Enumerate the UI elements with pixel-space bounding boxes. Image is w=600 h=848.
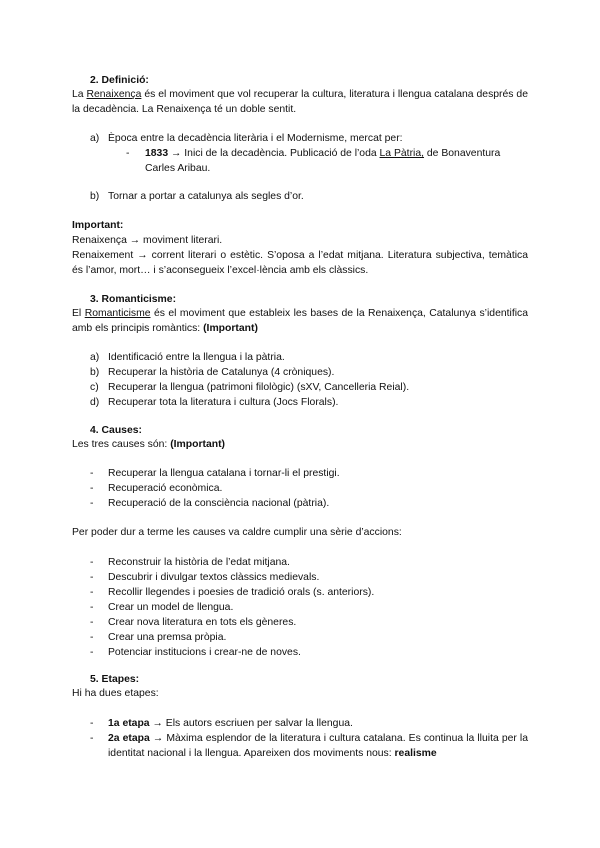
intro-post: és el moviment que vol recuperar la cultura, literatura i llengua catalana després de la decadència. La Renaixença té un doble sentit. — [72, 89, 528, 115]
s3-intro-pre: El — [72, 308, 85, 319]
list-marker-a: a) — [90, 133, 100, 144]
intro-pre: La — [72, 89, 87, 100]
important-tag: (Important) — [170, 439, 226, 450]
stage-1-text: → Els autors escriuen per salvar la llengua. — [149, 718, 353, 729]
list-text: Recuperar la història de Catalunya (4 cròniques). — [108, 367, 335, 378]
list-text: Recuperar la llengua (patrimoni filològic) (sXV, Cancelleria Reial). — [108, 382, 410, 393]
list-text: Crear un model de llengua. — [108, 602, 234, 613]
list-marker: - — [90, 602, 94, 613]
stage-2-label: 2a etapa — [108, 733, 150, 744]
section-3-heading: 3. Romanticisme: — [90, 294, 177, 305]
stage-1-label: 1a etapa — [108, 718, 150, 729]
romanticisme-term: Romanticisme — [84, 308, 151, 319]
list-marker: - — [90, 587, 94, 598]
list-item-b: Tornar a portar a catalunya als segles d’or. — [108, 191, 304, 202]
list-text: Recuperació econòmica. — [108, 483, 223, 494]
stage-2-marker: - — [90, 733, 94, 744]
list-marker: - — [90, 468, 94, 479]
list-text: Recollir llegendes i poesies de tradició orals (s. anteriors). — [108, 587, 375, 598]
list-item-a: Època entre la decadència literària i el Modernisme, mercat per: — [108, 133, 403, 144]
list-marker-b: b) — [90, 191, 100, 202]
list-text: Recuperació de la consciència nacional (pàtria). — [108, 498, 330, 509]
list-text: Crear nova literatura en tots els gèneres. — [108, 617, 297, 628]
list-text: Identificació entre la llengua i la pàtria. — [108, 352, 285, 363]
section-3-intro — [72, 306, 528, 336]
important-heading: Important: — [72, 220, 124, 231]
stage-2 — [108, 731, 528, 761]
section-4-heading: 4. Causes: — [90, 425, 142, 436]
sub-bullet-line2: Carles Aribau. — [145, 163, 211, 174]
important-tag: (Important) — [203, 323, 258, 334]
list-marker: - — [90, 632, 94, 643]
section-5-intro: Hi ha dues etapes: — [72, 688, 159, 699]
section-2-intro — [72, 87, 528, 117]
stage-1 — [108, 716, 528, 731]
list-marker: c) — [90, 382, 99, 393]
list-marker: - — [90, 647, 94, 658]
list-marker: - — [90, 572, 94, 583]
renaixenca-term: Renaixença — [86, 89, 142, 100]
list-text: Potenciar institucions i crear-ne de noves. — [108, 647, 301, 658]
sub-post: de Bonaventura — [424, 148, 501, 159]
list-marker: a) — [90, 352, 100, 363]
sub-bullet-dash: - — [126, 148, 130, 159]
stage-2-text: → Màxima esplendor de la literatura i cultura catalana. Es continua la lluita per la identitat nacional i la llengua. Apareixen dos moviments nous: — [108, 733, 528, 759]
sub-bullet-1833 — [145, 146, 530, 161]
la-patria-title: La Pàtria, — [379, 148, 425, 159]
important-line2: Renaixement → corrent literari o estètic. S’oposa a l’edat mitjana. Literatura subjectiva, temàtica és l’amor, mort… i s’aconsegueix l’excel·lència amb els clàssics. — [72, 250, 528, 276]
list-marker: - — [90, 557, 94, 568]
list-marker: - — [90, 617, 94, 628]
list-marker: - — [90, 498, 94, 509]
list-marker: d) — [90, 397, 100, 408]
section-2-heading: 2. Definició: — [90, 75, 149, 86]
list-text: Recuperar la llengua catalana i tornar-li el prestigi. — [108, 468, 340, 479]
list-text: Descubrir i divulgar textos clàssics medievals. — [108, 572, 320, 583]
list-marker: b) — [90, 367, 100, 378]
list-marker: - — [90, 483, 94, 494]
list-text: Crear una premsa pròpia. — [108, 632, 227, 643]
s3-intro-post: és el moviment que estableix les bases de la Renaixença, Catalunya s’identifica amb els principis romàntics: — [72, 308, 528, 334]
section-4-intro — [72, 437, 225, 452]
realisme-term: realisme — [394, 748, 437, 759]
actions-intro: Per poder dur a terme les causes va caldre cumplir una sèrie d’accions: — [72, 527, 402, 538]
s4-intro-text: Les tres causes són: — [72, 439, 171, 450]
section-5-heading: 5. Etapes: — [90, 674, 140, 685]
sub-pre: → Inici de la decadència. Publicació de l’oda — [168, 148, 380, 159]
list-text: Reconstruir la història de l’edat mitjana. — [108, 557, 290, 568]
list-text: Recuperar tota la literatura i cultura (Jocs Florals). — [108, 397, 339, 408]
year-1833: 1833 — [145, 148, 169, 159]
important-line1: Renaixença → moviment literari. — [72, 235, 223, 246]
stage-1-marker: - — [90, 718, 94, 729]
